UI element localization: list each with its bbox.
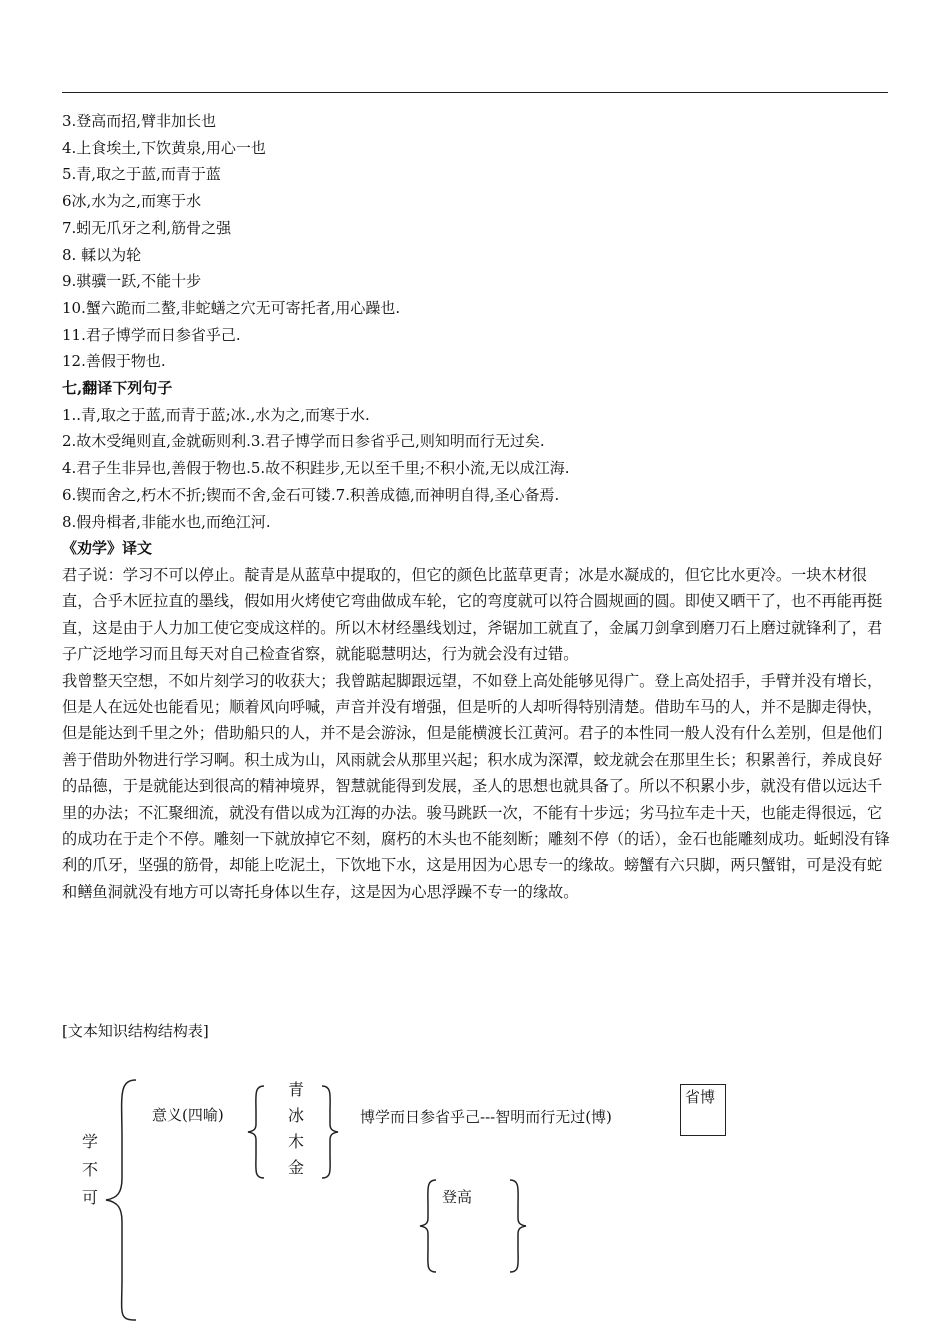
translate-item: 2.故木受绳则直,金就砺则利.3.君子博学而日参省乎己,则知明而行无过矣. <box>62 432 545 451</box>
header-rule <box>62 92 888 93</box>
section-heading: 七,翻译下列句子 <box>62 379 173 398</box>
diagram-vertical-char: 不 <box>81 1160 98 1179</box>
translation-paragraph: 君子说：学习不可以停止。靛青是从蓝草中提取的，但它的颜色比蓝草更青；冰是水凝成的，但它比水更冷。一块木材很直，合乎木匠拉直的墨线，假如用火烤使它弯曲做成车轮，它的弯度就可以符合圆规画的圆。即使又晒干了，也不再能再挺直，这是由于人力加工使它变成这样的。所以木材经墨线划过，斧锯加工就直了，金属刀剑拿到磨刀石上磨过就锋利了，君子广泛地学习而且每天对自己检查省察，就能聪慧明达，行为就会没有过错。 <box>62 565 883 664</box>
metaphor-item: 金 <box>287 1158 304 1177</box>
translate-item: 6.锲而舍之,朽木不折;锲而不舍,金石可镂.7.积善成德,而神明自得,圣心备焉. <box>62 485 560 504</box>
list-item: 12.善假于物也. <box>62 352 166 371</box>
metaphor-left-brace <box>244 1084 268 1180</box>
big-left-brace <box>100 1078 140 1322</box>
second-left-brace <box>416 1178 440 1274</box>
structure-diagram <box>0 1020 950 1321</box>
metaphor-item: 冰 <box>287 1106 304 1125</box>
list-item: 4.上食埃土,下饮黄泉,用心一也 <box>62 138 266 157</box>
list-item: 6冰,水为之,而寒于水 <box>62 192 202 211</box>
list-item: 11.君子博学而日参省乎己. <box>62 325 241 344</box>
list-item: 9.骐骥一跃,不能十步 <box>62 272 202 291</box>
diagram-vertical-char: 可 <box>81 1188 98 1207</box>
translate-item: 1..青,取之于蓝,而青于蓝;冰.,水为之,而寒于水. <box>62 405 370 424</box>
diagram-vertical-char: 学 <box>81 1132 98 1151</box>
translation-paragraph: 我曾整天空想，不如片刻学习的收获大；我曾踮起脚跟远望，不如登上高处能够见得广。登上高处招手，手臂并没有增长，但是人在远处也能看见；顺着风向呼喊，声音并没有增强，但是听的人却听得特别清楚。借助车马的人，并不是脚走得快，但是能达到千里之外；借助船只的人，并不是会游泳，但是能横渡长江黄河。君子的本性同一般人没有什么差别，但是他们善于借助外物进行学习啊。积土成为山，风雨就会从那里兴起；积水成为深潭，蛟龙就会在那里生长；积累善行，养成良好的品德，于是就能达到很高的精神境界，智慧就能得到发展，圣人的思想也就具备了。所以不积累小步，就没有借以远达千里的办法；不汇聚细流，就没有借以成为江海的办法。骏马跳跃一次，不能有十步远；劣马拉车走十天，也能走得很远，它的成功在于走个不停。雕刻一下就放掉它不刻，腐朽的木头也不能刻断；雕刻不停（的话），金石也能雕刻成功。蚯蚓没有锋利的爪牙，坚强的筋骨，却能上吃泥土，下饮地下水，这是用因为心思专一的缘故。螃蟹有六只脚，两只蟹钳，可是没有蛇和鳝鱼洞就没有地方可以寄托身体以生存，这是因为心思浮躁不专一的缘故。 <box>62 671 890 901</box>
structure-title: [文本知识结构结构表] <box>62 1022 209 1040</box>
metaphor-item: 青 <box>287 1080 304 1099</box>
metaphor-item: 木 <box>287 1132 304 1151</box>
translation-heading: 《劝学》译文 <box>62 539 153 558</box>
boxed-label: 省博 <box>680 1084 726 1136</box>
translate-item: 8.假舟楫者,非能水也,而绝江河. <box>62 512 271 531</box>
metaphor-right-brace <box>318 1084 342 1180</box>
list-item: 3.登高而招,臂非加长也 <box>62 112 217 130</box>
translate-item: 4.君子生非异也,善假于物也.5.故不积跬步,无以至千里;不积小流,无以成江海. <box>62 459 570 478</box>
list-item: 10.蟹六跪而二螯,非蛇蟮之穴无可寄托者,用心躁也. <box>62 298 401 317</box>
document-body <box>62 108 892 905</box>
list-item: 8. 輮以为轮 <box>62 245 142 264</box>
conclusion-text: 博学而日参省乎己---智明而行无过(博) <box>360 1108 612 1126</box>
list-item: 7.蚓无爪牙之利,筋骨之强 <box>62 218 232 237</box>
list-item: 5.青,取之于蓝,而青于蓝 <box>62 165 221 184</box>
meaning-label: 意义(四喻) <box>152 1106 224 1124</box>
second-right-brace <box>506 1178 530 1274</box>
second-label: 登高 <box>442 1188 473 1206</box>
